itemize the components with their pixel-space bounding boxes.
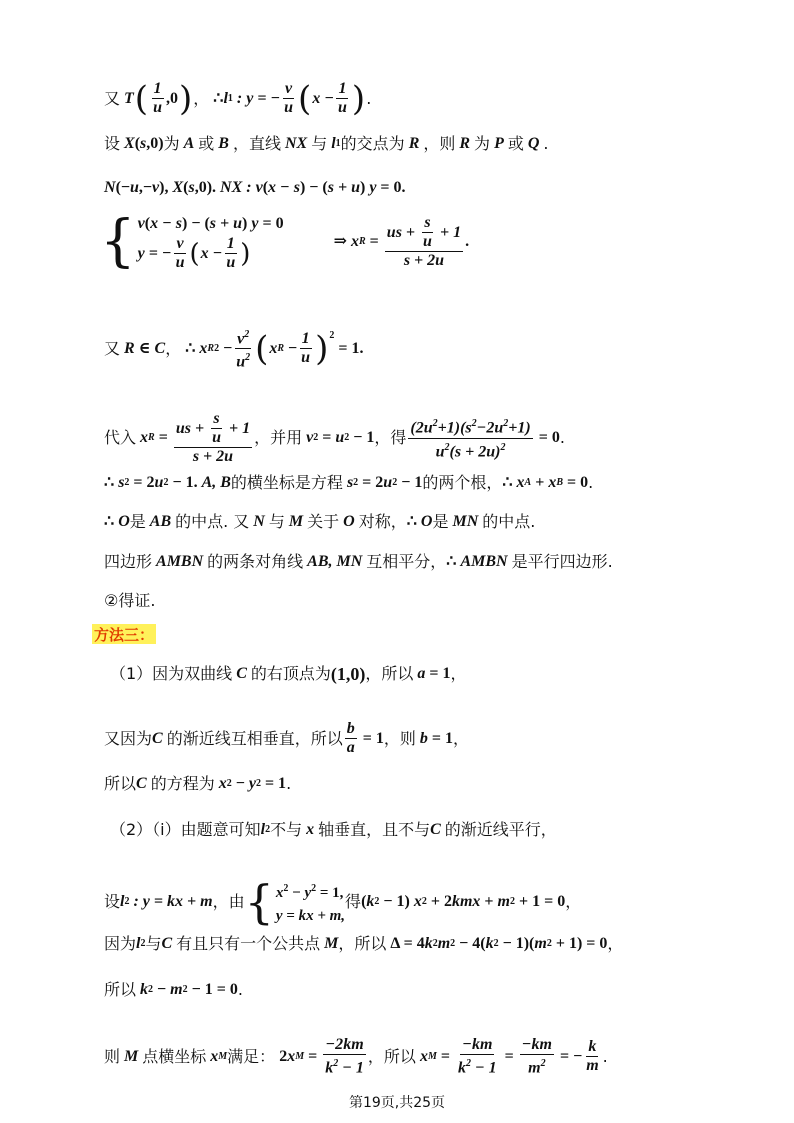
line-delta: 因为 l 2 与 C 有且只有一个公共点 M ，所以 Δ = 4 k 2 m 2 − 4( k 2 − 1)( m 2 + 1) = 0 ， xyxy=(104,934,624,953)
text: 点横坐标 xyxy=(142,1046,207,1066)
text: 的中点. xyxy=(482,512,536,531)
text: 互相平分， xyxy=(366,552,447,571)
text: 与 xyxy=(145,934,162,953)
text: 四边形 xyxy=(104,552,153,571)
text: 设 xyxy=(104,134,121,153)
line-set-X: 设 X ( s ,0) 为 A 或 B ，直线 NX 与 l 1 的交点为 R ，则 R 为 P 或 Q . xyxy=(104,134,549,153)
text: 的中点. 又 xyxy=(175,512,250,531)
text: 或 xyxy=(198,134,215,153)
text: 或 xyxy=(507,134,524,153)
text: 是 xyxy=(129,512,146,531)
text: 的两个根， xyxy=(422,473,503,492)
text: ， xyxy=(452,728,469,748)
text: ，直线 xyxy=(232,134,281,153)
text: 的方程为 xyxy=(150,774,215,793)
text: . xyxy=(286,774,292,793)
text: 又 xyxy=(104,88,121,108)
text: 的渐近线互相垂直，所以 xyxy=(166,728,343,748)
text: 满足： xyxy=(227,1046,276,1066)
text: ，所以 xyxy=(367,1046,416,1066)
text: ，则 xyxy=(383,728,416,748)
line-s-squared: ∴ s 2 = 2 u 2 − 1. A, B 的横坐标是方程 s 2 = 2 u 2 − 1 的两个根， ∴ x A + x B = 0 . xyxy=(104,473,594,492)
text: 又因为 xyxy=(104,728,153,748)
line-xM: 则 M 点横坐标 x M 满足： 2 x M = $\frac{-2km}{k^2 - 1}$ ，所以 x M = $\frac{-km}{k^2 - 1}$ = $\frac{-km}{m^2}$ = − $\frac{k}{m}$ . xyxy=(104,1036,608,1077)
text: ，得 xyxy=(374,428,407,447)
line-R-in-C: 又 R ∈ C ， ∴ x R 2 − $\frac{v^2}{u^2}$ ( x R − $\frac{1}{u}$ ) $^2$ = 1. xyxy=(104,326,363,372)
text: ，由 xyxy=(212,892,245,911)
text: 代入 xyxy=(104,428,137,447)
text: ， xyxy=(607,934,624,953)
text: 的交点为 xyxy=(340,134,405,153)
method-three-heading: 方法三： xyxy=(94,626,155,644)
line-equation-C: 所以 C 的方程为 x 2 − y 2 = 1 . xyxy=(104,774,292,793)
line-part2-i: （2）（i）由题意可知 l 2 不与 x 轴垂直，且不与 C 的渐近线平行， xyxy=(110,820,557,839)
text: （1）因为双曲线 xyxy=(110,664,233,683)
text: 因为 xyxy=(104,934,137,953)
text: 对称， xyxy=(358,512,407,531)
text: 又 xyxy=(104,338,121,358)
text: 得 xyxy=(345,892,362,911)
page-footer: 第19页,共25页 xyxy=(348,1095,446,1111)
text: 轴垂直，且不与 xyxy=(318,820,431,839)
text: ， xyxy=(565,892,582,911)
line-asymptote: 又因为 C 的渐近线互相垂直，所以 $\frac{b}{a}$ = 1 ，则 b = 1 ， xyxy=(104,720,469,756)
text: 的横坐标是方程 xyxy=(230,473,343,492)
line-set-l2: 设 l 2 : y = kx + m ，由 { $x^2 - y^2 = 1$, y = kx + m, 得 ( k 2 − 1) x 2 + 2 kmx + m 2 + 1 = 0 ， xyxy=(104,875,582,929)
text: 是平行四边形. xyxy=(511,552,613,571)
text: . xyxy=(237,980,243,999)
text: 是 xyxy=(432,512,449,531)
line-N-X-NX: N (− u ,− v ), X ( s ,0). NX : v ( x − s ) − ( s + u ) y = 0. xyxy=(104,179,406,196)
line-part1-vertex: （1）因为双曲线 C 的右顶点为 (1,0) ，所以 a = 1 ， xyxy=(110,664,467,684)
line-parallelogram: 四边形 AMBN 的两条对角线 AB, MN 互相平分， ∴ AMBN 是平行四边形. xyxy=(104,552,613,571)
text: ， xyxy=(193,88,210,108)
text: . xyxy=(602,1046,608,1066)
text: 所以 xyxy=(104,980,137,999)
text: ，所以 xyxy=(365,664,414,683)
text: 所以 xyxy=(104,774,137,793)
text: . xyxy=(366,88,372,108)
text: 为 xyxy=(474,134,491,153)
text: 设 xyxy=(104,892,121,911)
text: 的两条对角线 xyxy=(207,552,304,571)
text: ，所以 xyxy=(338,934,387,953)
line-system-xR: { v(x − s) − (s + u) y = 0 y = − $\frac{v}{u}$ ( x − $\frac{1}{u}$ ) ⇒ x R = us + $\frac{s}{u}$ + 1 s + 2u . xyxy=(100,209,470,274)
text: 不与 xyxy=(270,820,303,839)
text: 的渐近线平行， xyxy=(444,820,557,839)
text: 与 xyxy=(311,134,328,153)
text: . xyxy=(559,428,565,447)
text: 有且只有一个公共点 xyxy=(176,934,321,953)
text: ，则 xyxy=(423,134,456,153)
text: 则 xyxy=(104,1046,121,1066)
text: 与 xyxy=(268,512,285,531)
text: . xyxy=(543,134,549,153)
text: 关于 xyxy=(307,512,340,531)
text: . xyxy=(588,473,594,492)
text: ②得证. xyxy=(104,591,156,610)
text: 为 xyxy=(163,134,180,153)
text: ， xyxy=(450,664,467,683)
text: ，并用 xyxy=(254,428,303,447)
line-k-m-relation: 所以 k 2 − m 2 − 1 = 0 . xyxy=(104,980,243,999)
text: ， xyxy=(165,338,182,358)
text: 的右顶点为 xyxy=(250,664,331,683)
line-T-l1: 又 T ( $\frac{1}{u}$ ,0 ) ， ∴ l 1 : y = − $\frac{v}{u}$ ( x − $\frac{1}{u}$ ) . xyxy=(104,78,372,119)
text: （2）（i）由题意可知 xyxy=(110,820,261,839)
line-substitute: 代入 x R = us + $\frac{s}{u}$ + 1 s + 2u ，并用 v 2 = u 2 − 1 ，得 $\frac{(2u^2+1)(s^2-2u^2+1)}{u^2(s + 2u)^2}$ = 0 . xyxy=(104,410,565,465)
line-O-midpoint: ∴ O 是 AB 的中点. 又 N 与 M 关于 O 对称， ∴ O 是 MN 的中点. xyxy=(104,512,536,531)
line-proved xyxy=(104,591,155,611)
